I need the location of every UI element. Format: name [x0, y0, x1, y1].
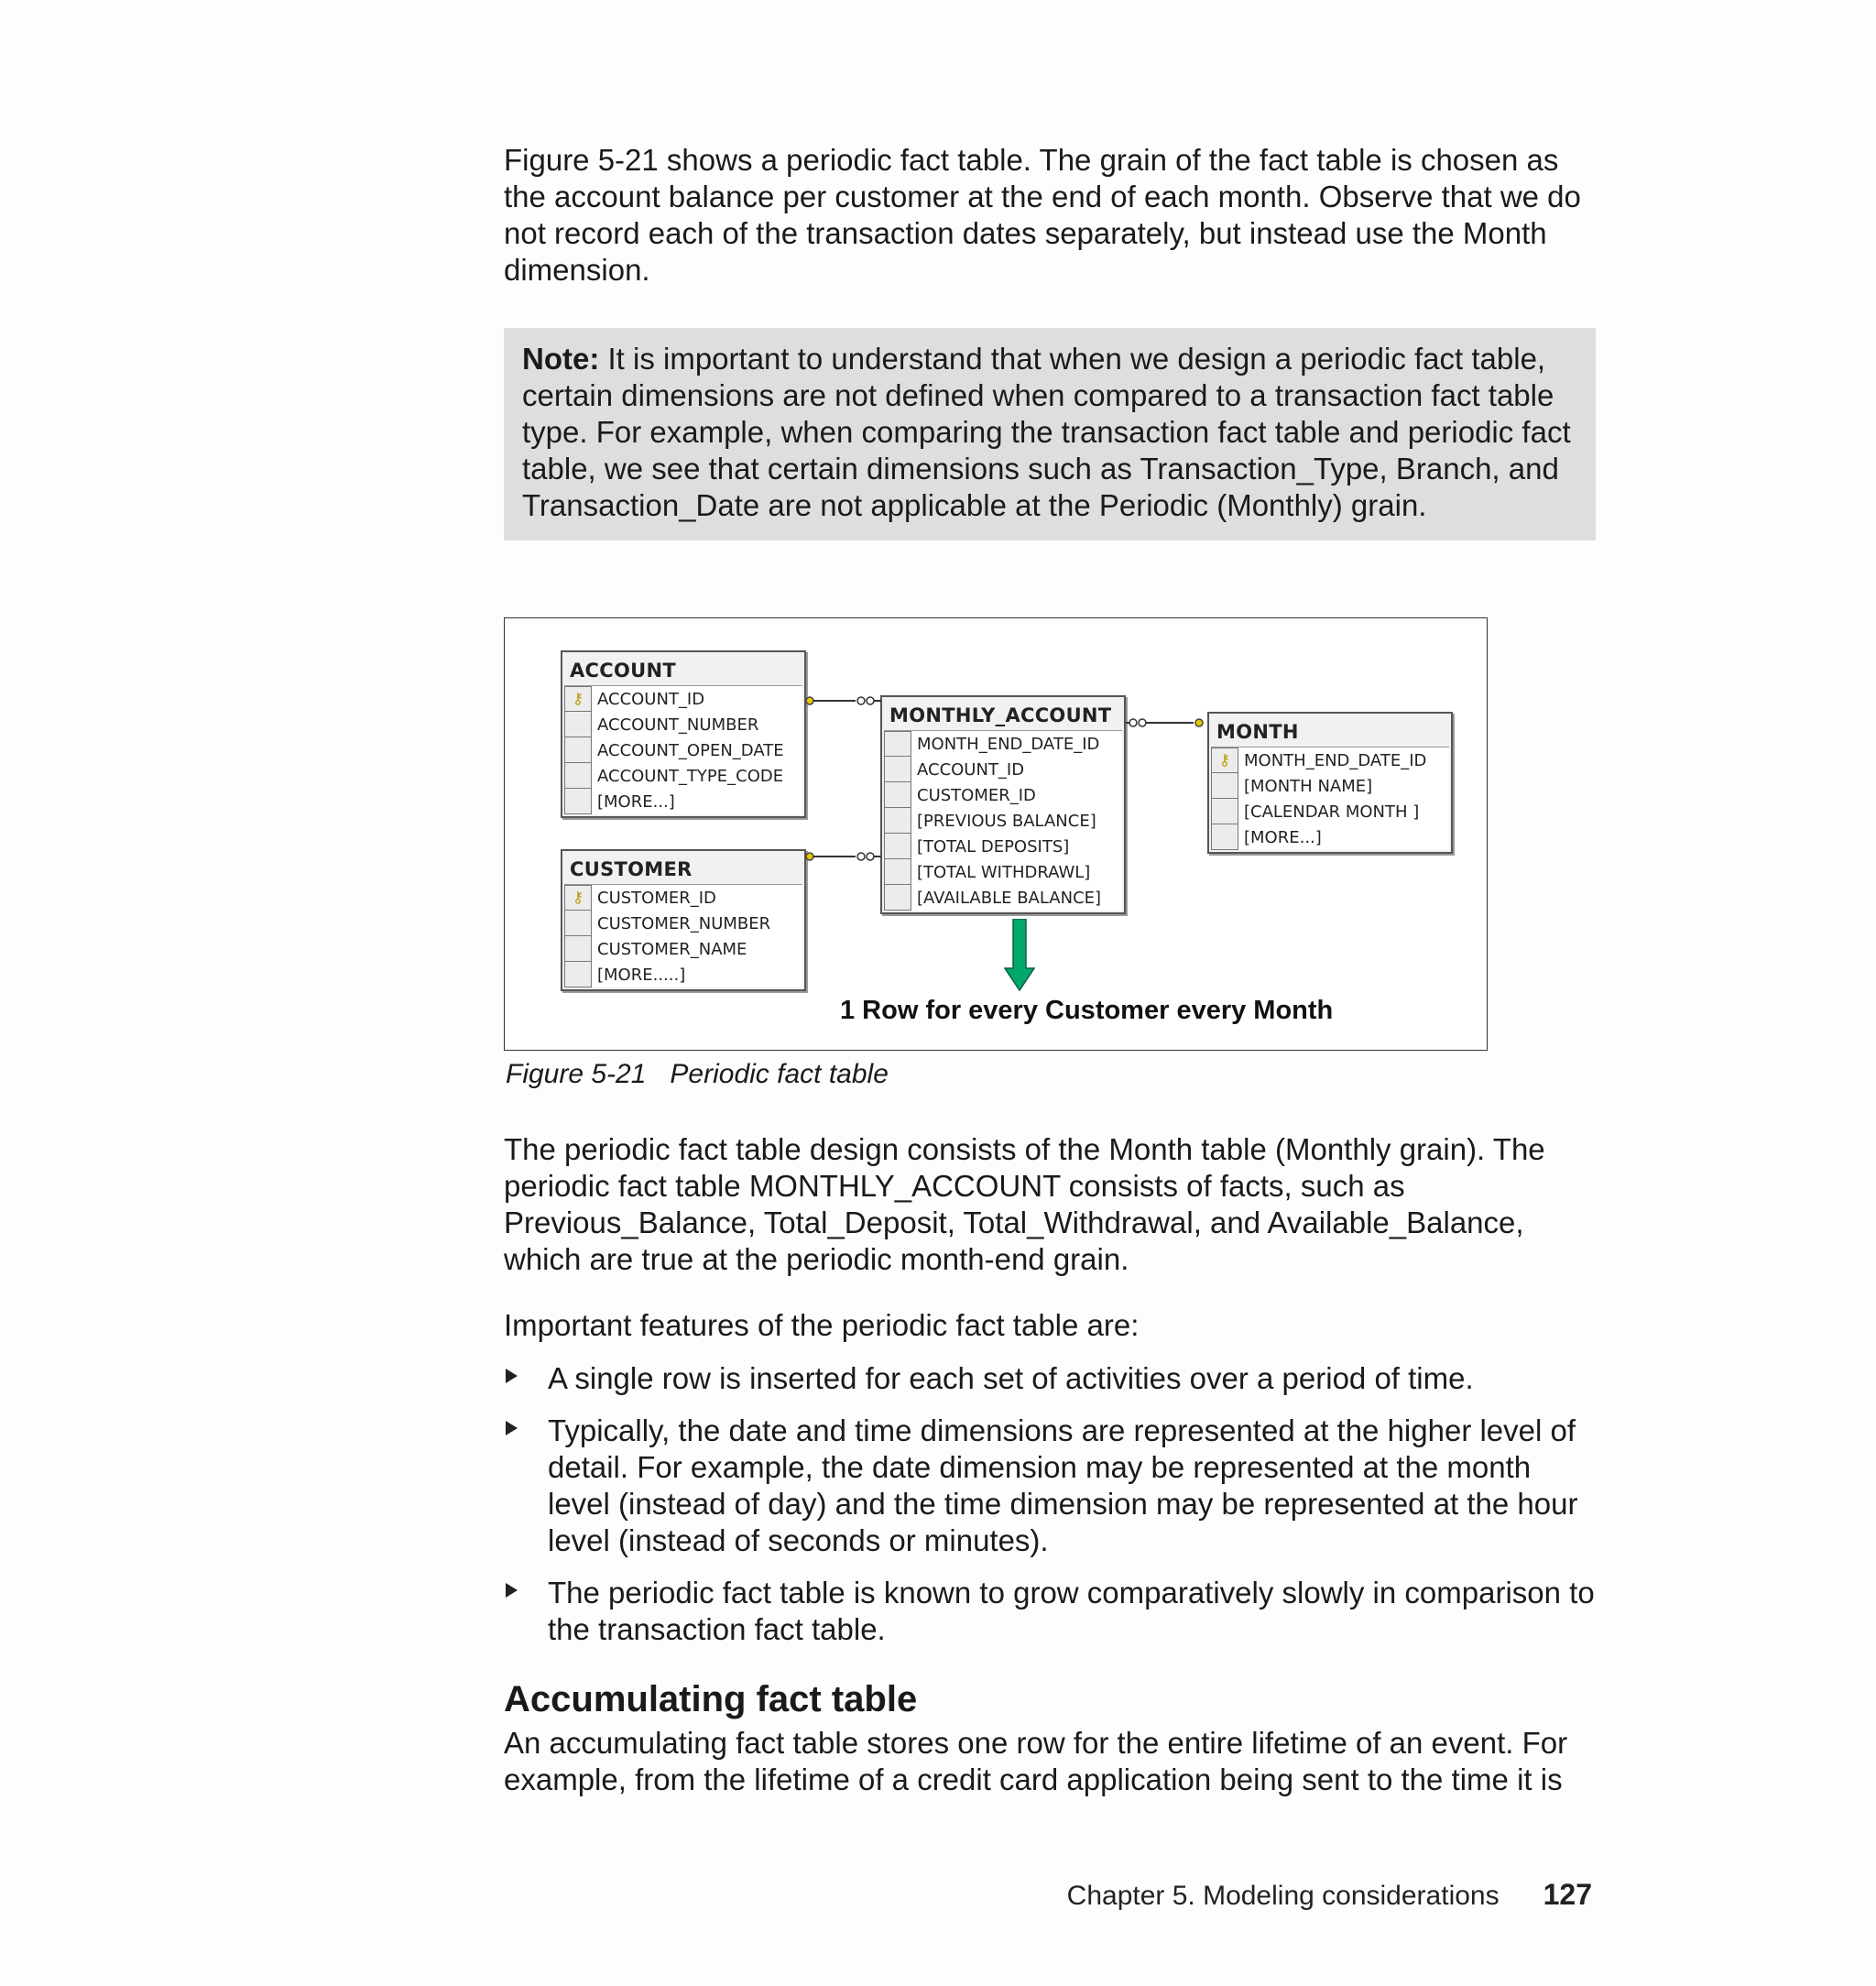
- list-item-text: Typically, the date and time dimensions are represented at the higher level of detail. For example, the date dimension may be represented at the month level (instead of day) and the time dimension may be represented at the hour level (instead of seconds or minutes).: [548, 1413, 1578, 1557]
- field-name: [MORE.....]: [597, 965, 686, 985]
- field-name: [CALENDAR MONTH ]: [1244, 802, 1420, 822]
- field-name: CUSTOMER_ID: [597, 888, 716, 908]
- er-diagram: [504, 617, 1488, 1051]
- account-table: [561, 650, 806, 818]
- down-arrow-icon: [1004, 919, 1035, 992]
- account-table-title: ACCOUNT: [570, 660, 676, 682]
- list-item: [504, 1575, 1596, 1648]
- customer-relationship-line: [802, 847, 885, 866]
- table-row: [564, 936, 802, 962]
- primary-key-icon: ⚷: [572, 888, 584, 907]
- table-row: [884, 782, 1122, 808]
- field-name: ACCOUNT_ID: [597, 689, 705, 709]
- table-row: [884, 834, 1122, 859]
- field-name: [AVAILABLE BALANCE]: [917, 888, 1102, 908]
- intro-paragraph: Figure 5-21 shows a periodic fact table. The grain of the fact table is chosen as the account balance per customer at the end of each month. Observe that we do not record each of the transaction dates separately, but instead use the Month dimension.: [504, 143, 1581, 287]
- field-name: CUSTOMER_NAME: [597, 939, 747, 959]
- table-row: [1211, 747, 1449, 773]
- table-row: [564, 763, 802, 789]
- bullet-triangle-icon: [506, 1421, 518, 1435]
- field-name: MONTH_END_DATE_ID: [917, 734, 1100, 754]
- diagram-annotation: 1 Row for every Customer every Month: [840, 996, 1334, 1025]
- field-name: [TOTAL WITHDRAWL]: [917, 862, 1091, 882]
- field-name: [MORE...]: [597, 791, 675, 812]
- caption-title: Periodic fact table: [670, 1059, 889, 1089]
- table-row: [564, 737, 802, 763]
- field-name: ACCOUNT_OPEN_DATE: [597, 740, 784, 760]
- section-heading: Accumulating fact table: [504, 1679, 918, 1719]
- field-name: ACCOUNT_TYPE_CODE: [597, 766, 784, 786]
- table-row: [884, 808, 1122, 834]
- page-number: 127: [1543, 1878, 1592, 1911]
- month-table: [1207, 712, 1453, 854]
- figure-caption: [506, 1056, 1596, 1093]
- feature-list: [504, 1360, 1596, 1648]
- field-name: ACCOUNT_NUMBER: [597, 715, 759, 735]
- features-lead: Important features of the periodic fact table are:: [504, 1308, 1140, 1342]
- list-item: [504, 1360, 1596, 1397]
- note-text: It is important to understand that when we design a periodic fact table, certain dimensions are not defined when compared to a transaction fact table type. For example, when comparing the transaction fact table and periodic fact table, we see that certain dimensions such as Transaction_Type, Branch, and Transaction_Date are not applicable at the Periodic (Monthly) grain.: [522, 342, 1571, 522]
- monthly-account-table-title: MONTHLY_ACCOUNT: [889, 704, 1112, 726]
- field-name: [MONTH NAME]: [1244, 776, 1373, 796]
- month-table-title: MONTH: [1216, 721, 1299, 743]
- monthly-account-table: [880, 695, 1126, 914]
- primary-key-icon: ⚷: [572, 689, 584, 708]
- table-row: [884, 757, 1122, 782]
- table-row: [564, 911, 802, 936]
- table-row: [564, 962, 802, 988]
- field-name: CUSTOMER_ID: [917, 785, 1036, 805]
- field-name: ACCOUNT_ID: [917, 759, 1025, 780]
- account-relationship-line: [802, 692, 885, 710]
- field-name: [MORE...]: [1244, 827, 1322, 847]
- note-label: Note:: [522, 342, 600, 376]
- customer-table: [561, 849, 806, 991]
- table-row: [884, 731, 1122, 757]
- body-paragraph: The periodic fact table design consists of the Month table (Monthly grain). The periodic fact table MONTHLY_ACCOUNT consists of facts, such as Previous_Balance, Total_Deposit, Total_Withdrawal, and Available_Balance, which are true at the periodic month-end grain.: [504, 1132, 1545, 1276]
- table-row: [884, 859, 1122, 885]
- primary-key-icon: ⚷: [1218, 750, 1231, 769]
- table-row: [884, 885, 1122, 911]
- list-item-text: A single row is inserted for each set of activities over a period of time.: [548, 1361, 1474, 1395]
- list-item-text: The periodic fact table is known to grow comparatively slowly in comparison to the transaction fact table.: [548, 1576, 1595, 1646]
- table-row: [564, 712, 802, 737]
- caption-number: Figure 5-21: [506, 1059, 647, 1089]
- field-name: [TOTAL DEPOSITS]: [917, 836, 1070, 857]
- note-box: [504, 328, 1596, 540]
- page-footer: [1067, 1878, 1592, 1912]
- table-row: [564, 686, 802, 712]
- section-paragraph: An accumulating fact table stores one row for the entire lifetime of an event. For example, from the lifetime of a credit card application being sent to the time it is: [504, 1726, 1568, 1796]
- table-row: [1211, 824, 1449, 850]
- field-name: [PREVIOUS BALANCE]: [917, 811, 1096, 831]
- chapter-label: Chapter 5. Modeling considerations: [1066, 1881, 1500, 1911]
- list-item: [504, 1413, 1596, 1559]
- bullet-triangle-icon: [506, 1369, 518, 1383]
- field-name: CUSTOMER_NUMBER: [597, 913, 771, 933]
- table-row: [564, 885, 802, 911]
- table-row: [1211, 773, 1449, 799]
- bullet-triangle-icon: [506, 1583, 518, 1598]
- table-row: [564, 789, 802, 814]
- page-content: [504, 142, 1596, 1798]
- table-row: [1211, 799, 1449, 824]
- customer-table-title: CUSTOMER: [570, 858, 693, 880]
- field-name: MONTH_END_DATE_ID: [1244, 750, 1427, 770]
- month-relationship-line: [1124, 714, 1208, 732]
